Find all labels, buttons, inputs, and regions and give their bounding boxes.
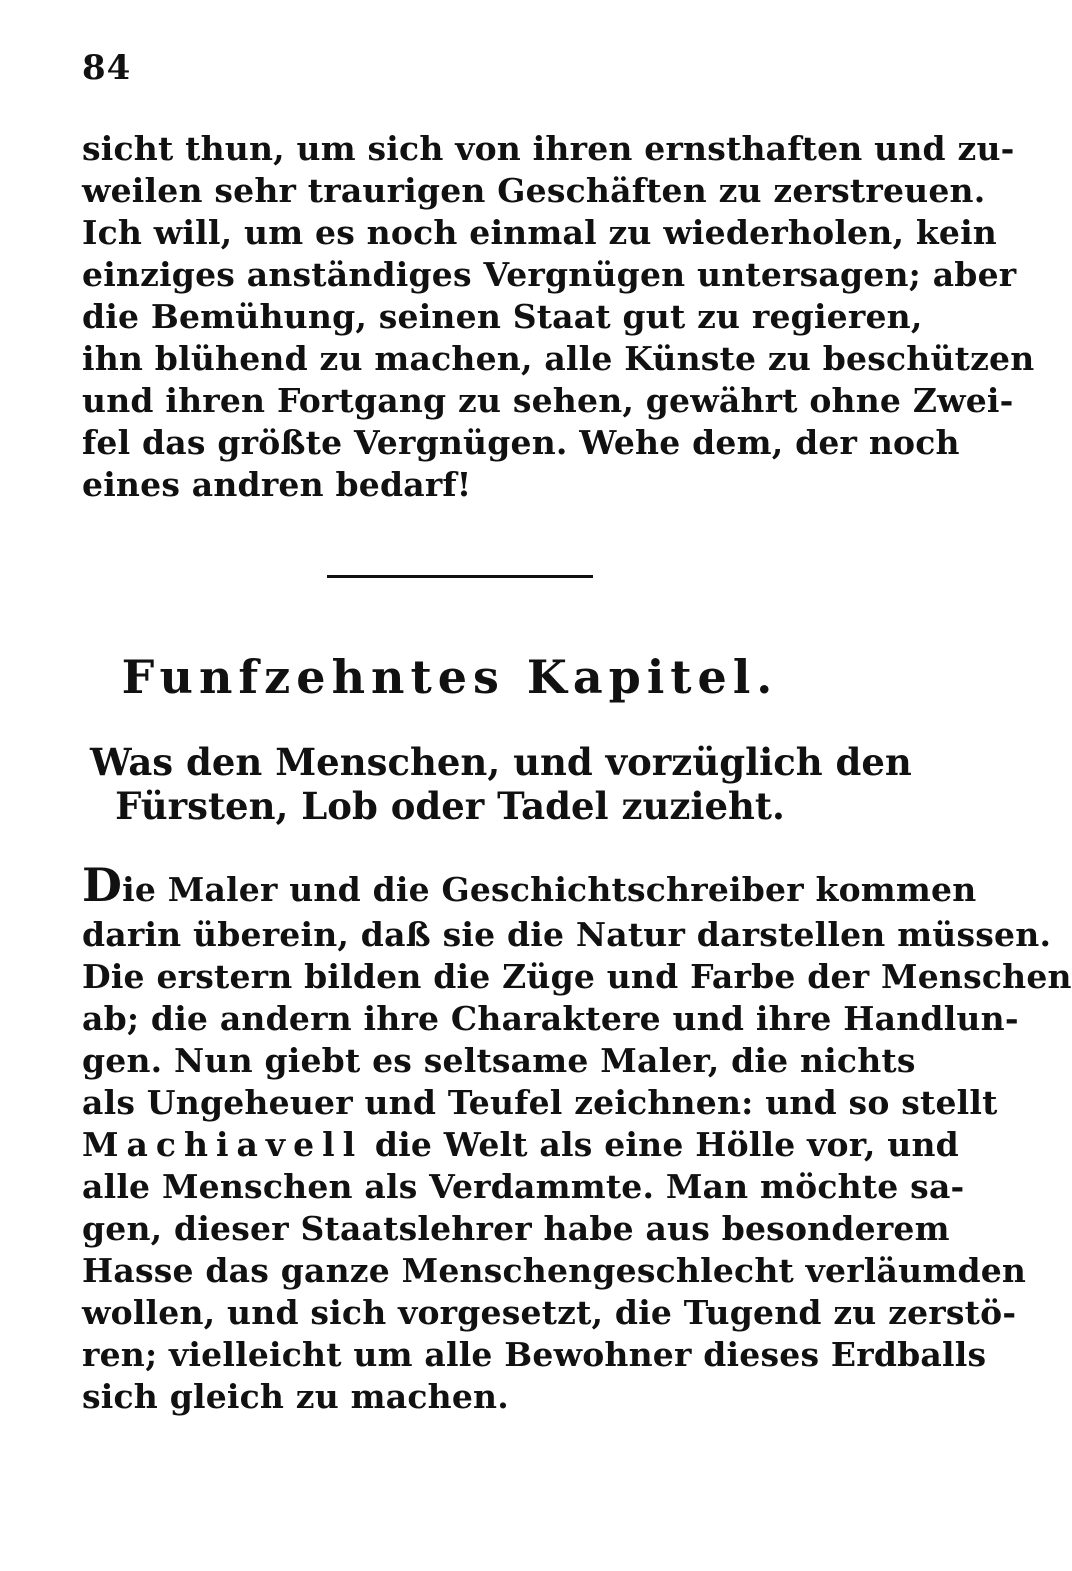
text-line: sich gleich zu machen. bbox=[82, 1377, 509, 1416]
text-line: wollen, und sich vorgesetzt, die Tugend zu zerstö- bbox=[82, 1293, 1017, 1332]
drop-cap: D bbox=[82, 858, 123, 912]
text-line: und ihren Fortgang zu sehen, gewährt ohne Zwei- bbox=[82, 381, 1014, 420]
text-line: eines andren bedarf! bbox=[82, 465, 472, 504]
text-line: Die erstern bilden die Züge und Farbe der Menschen bbox=[82, 957, 1072, 996]
text-line: ab; die andern ihre Charaktere und ihre Handlun- bbox=[82, 999, 1019, 1038]
emphasized-name: Machiavell bbox=[82, 1125, 364, 1164]
text-line: einziges anständiges Vergnügen untersagen; aber bbox=[82, 255, 1017, 294]
text-line: Ich will, um es noch einmal zu wiederholen, kein bbox=[82, 213, 998, 252]
chapter-subtitle-line: Fürsten, Lob oder Tadel zuzieht. bbox=[115, 784, 785, 828]
chapter-title: Funfzehntes Kapitel. bbox=[121, 650, 779, 704]
page-number: 84 bbox=[82, 48, 132, 88]
text-line: sicht thun, um sich von ihren ernsthaften und zu- bbox=[82, 129, 1015, 168]
text-line: fel das größte Vergnügen. Wehe dem, der noch bbox=[82, 423, 960, 462]
text-line: darin überein, daß sie die Natur darstellen müssen. bbox=[82, 915, 1052, 954]
text-line: Hasse das ganze Menschengeschlecht verläumden bbox=[82, 1251, 1027, 1290]
section-divider bbox=[327, 575, 593, 578]
text-line-first bbox=[82, 858, 977, 912]
text-line-machiavell bbox=[82, 1124, 959, 1166]
text-line: ihn blühend zu machen, alle Künste zu beschützen bbox=[82, 339, 1035, 378]
text-line: alle Menschen als Verdammte. Man möchte sa- bbox=[82, 1167, 965, 1206]
line-text: die Welt als eine Hölle vor, und bbox=[374, 1125, 959, 1164]
first-line-text: ie Maler und die Geschichtschreiber kommen bbox=[122, 870, 977, 909]
text-line: weilen sehr traurigen Geschäften zu zerstreuen. bbox=[82, 171, 986, 210]
text-line: ren; vielleicht um alle Bewohner dieses Erdballs bbox=[82, 1335, 987, 1374]
text-line: als Ungeheuer und Teufel zeichnen: und so stellt bbox=[82, 1083, 998, 1122]
text-line: die Bemühung, seinen Staat gut zu regieren, bbox=[82, 297, 923, 336]
chapter-subtitle-line: Was den Menschen, und vorzüglich den bbox=[90, 740, 912, 784]
text-line: gen, dieser Staatslehrer habe aus besonderem bbox=[82, 1209, 950, 1248]
text-line: gen. Nun giebt es seltsame Maler, die nichts bbox=[82, 1041, 916, 1080]
